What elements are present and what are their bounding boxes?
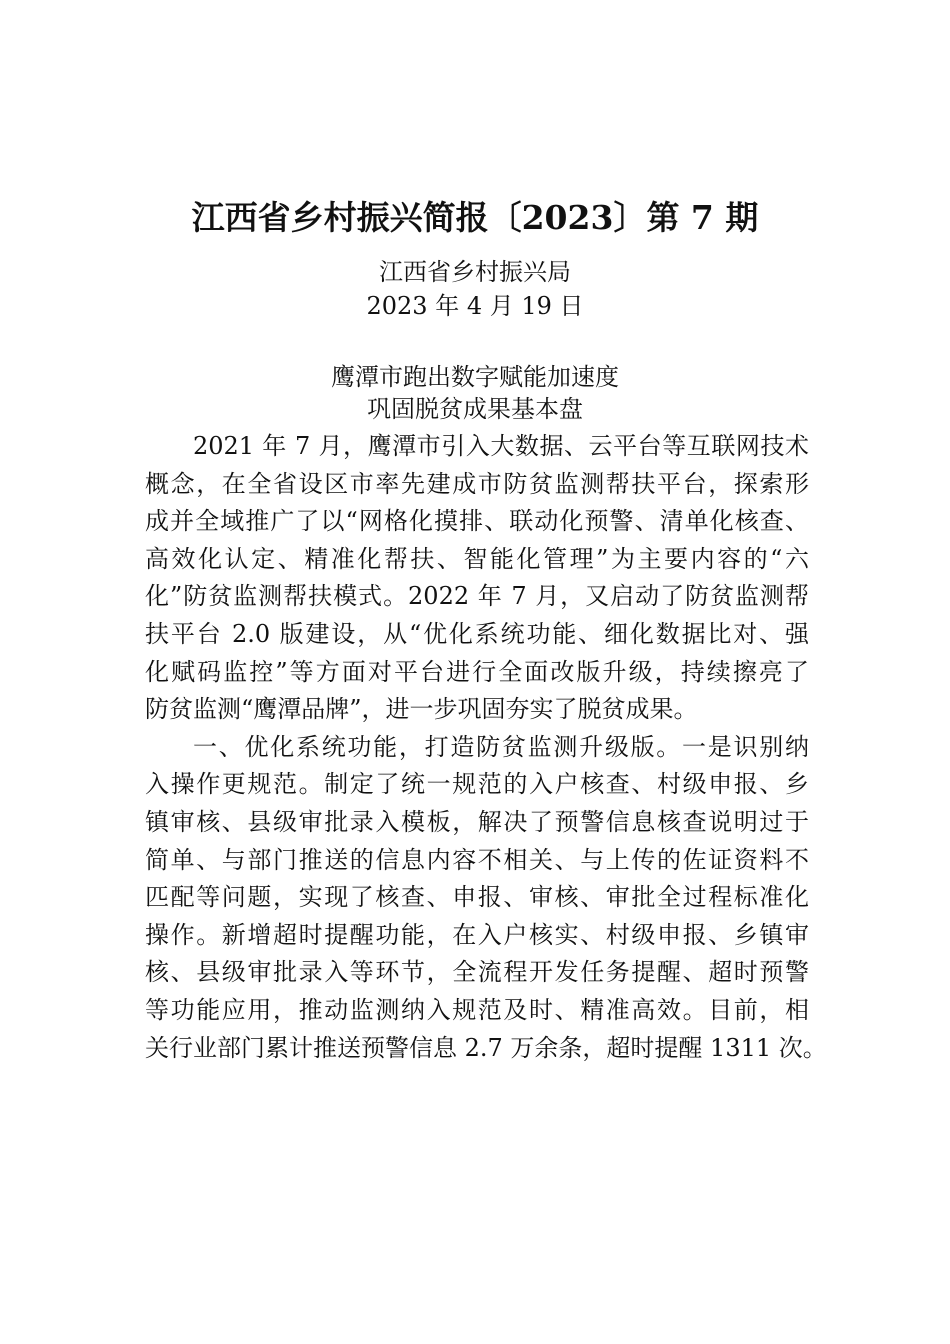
bulletin-meta xyxy=(0,255,950,323)
paragraph-line: 2021 年 7 月，鹰潭市引入大数据、云平台等互联网技术 xyxy=(193,432,809,460)
paragraph-line: 简单、与部门推送的信息内容不相关、与上传的佐证资料不 xyxy=(145,845,809,874)
paragraph-line: 核、县级审批录入等环节，全流程开发任务提醒、超时预警 xyxy=(145,958,809,987)
article-title-line-2: 巩固脱贫成果基本盘 xyxy=(367,395,583,423)
article-title xyxy=(0,361,950,425)
article-title-line-1: 鹰潭市跑出数字赋能加速度 xyxy=(331,363,619,391)
paragraph-line: 高效化认定、精准化帮扶、智能化管理”为主要内容的“六 xyxy=(145,544,809,573)
paragraph-line: 一、优化系统功能，打造防贫监测升级版。一是识别纳 xyxy=(193,732,809,761)
paragraph-line: 匹配等问题，实现了核查、申报、审核、审批全过程标准化 xyxy=(145,883,809,912)
paragraph-line: 化”防贫监测帮扶模式。2022 年 7 月，又启动了防贫监测帮 xyxy=(145,582,809,611)
paragraph-line: 关行业部门累计推送预警信息 2.7 万余条，超时提醒 1311 次。 xyxy=(145,1033,827,1062)
issue-date: 2023 年 4 月 19 日 xyxy=(366,292,584,320)
issuer: 江西省乡村振兴局 xyxy=(379,258,571,286)
paragraph-1 xyxy=(145,428,809,729)
paragraph-line: 成并全域推广了以“网格化摸排、联动化预警、清单化核查、 xyxy=(145,507,809,536)
paragraph-line: 操作。新增超时提醒功能，在入户核实、村级申报、乡镇审 xyxy=(145,920,809,949)
paragraph-line: 化赋码监控”等方面对平台进行全面改版升级，持续擦亮了 xyxy=(145,657,809,686)
paragraph-line: 防贫监测“鹰潭品牌”，进一步巩固夯实了脱贫成果。 xyxy=(145,695,698,724)
paragraph-line: 镇审核、县级审批录入模板，解决了预警信息核查说明过于 xyxy=(145,807,809,836)
bulletin-title: 江西省乡村振兴简报〔2023〕第 7 期 xyxy=(191,198,759,237)
paragraph-line: 入操作更规范。制定了统一规范的入户核查、村级申报、乡 xyxy=(145,770,809,799)
paragraph-line: 扶平台 2.0 版建设，从“优化系统功能、细化数据比对、强 xyxy=(145,619,809,648)
paragraph-2 xyxy=(145,729,827,1067)
paragraph-line: 等功能应用，推动监测纳入规范及时、精准高效。目前，相 xyxy=(145,995,809,1024)
paragraph-line: 概念，在全省设区市率先建成市防贫监测帮扶平台，探索形 xyxy=(145,469,809,498)
article-body xyxy=(145,428,827,1067)
